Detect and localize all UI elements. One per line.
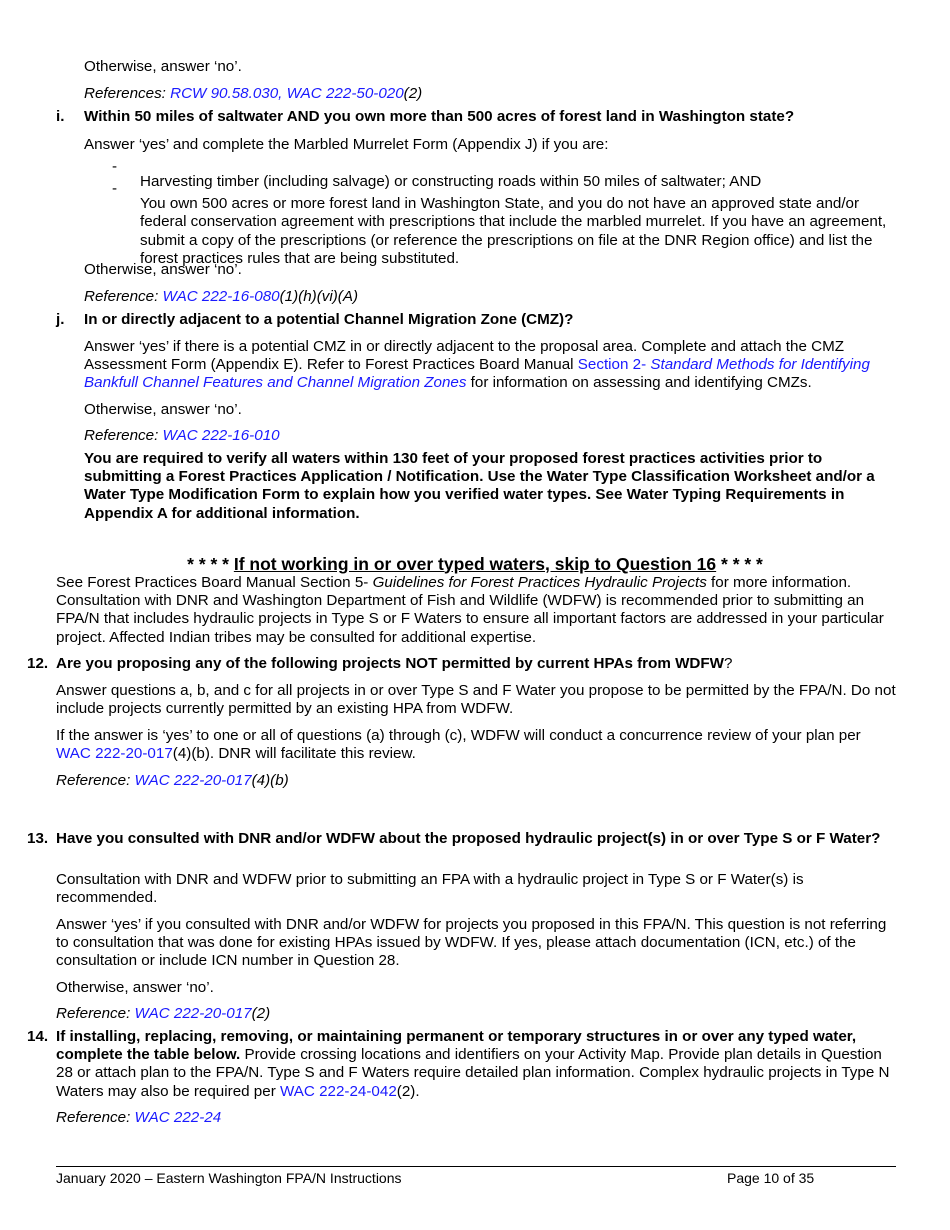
stars: * * * * [721,553,763,574]
hydraulic-intro-paragraph [56,574,896,647]
bullet-dash: - [112,180,118,197]
question-12-p2 [56,727,896,763]
paragraph-text: Answer ‘yes’ if there is a potential CMZ in or directly adjacent to the proposal area. Complete and attach the CMZ Assessment Form (Appendix E). Refer to Forest Practices Board Manual [84,338,845,374]
ref-prefix: Reference: [56,772,135,789]
reference-line [56,1005,896,1023]
link-text: Section 2- [577,356,651,374]
ref-prefix: Reference: [84,427,163,444]
ref-suffix: (1)(h)(vi)(A) [279,288,359,305]
question-j-paragraph [84,338,896,393]
ref-suffix: (4)(b) [251,772,289,789]
wac-link[interactable]: WAC 222-20-017 [56,745,173,763]
otherwise-text: Otherwise, answer ‘no’. [84,401,242,418]
title-text: Are you proposing any of the following projects NOT permitted by current HPAs from WDFW [56,655,724,672]
title-text: If installing, replacing, removing, or maintaining permanent or temporary structures in or over any typed water, complete the table below. [56,1028,857,1064]
ref-prefix: Reference: [56,1109,135,1126]
otherwise-text: Otherwise, answer ‘no’. [84,58,242,75]
ref-suffix: (2) [251,1005,271,1022]
references-line [84,85,896,103]
skip-instruction [0,555,950,573]
bullet-dash: - [112,158,118,175]
wac-link[interactable]: WAC 222-24-042 [279,1082,397,1100]
paragraph-text: If the answer is ‘yes’ to one or all of questions (a) through (c), WDFW will conduct a concurrence review of your plan per [56,727,861,744]
bullet-item: You own 500 acres or more forest land in Washington State, and you do not have an approved state and/or federal conservation agreement with prescriptions that include the marbled murrelet. If you have an agreement, submit a copy of the prescriptions (or reference the prescriptions on file at the DNR Region office) and list the forest practices rules that are being substituted. [140,195,887,267]
question-13-p1: Consultation with DNR and WDFW prior to submitting an FPA with a hydraulic project in Type S or F Water(s) is recommended. [56,871,804,907]
reference-line [56,772,896,790]
question-14-paragraph [56,1028,896,1101]
question-12-label: 12. [27,655,49,672]
reference-link[interactable]: WAC 222-20-017 [134,1005,252,1022]
reference-link[interactable]: WAC 222-20-017 [134,772,252,789]
otherwise-text: Otherwise, answer ‘no’. [84,261,242,278]
question-i-title: Within 50 miles of saltwater AND you own more than 500 acres of forest land in Washington state? [84,108,795,125]
ref-prefix: Reference: [84,288,163,305]
page-number: Page 10 of 35 [727,1170,815,1186]
paragraph-text: (4)(b). DNR will facilitate this review. [172,745,416,763]
verify-waters-notice: You are required to verify all waters within 130 feet of your proposed forest practices activities prior to submitting a Forest Practices Application / Notification. Use the Water Type Classification Worksheet and/or a Water Type Modification Form to explain how you verified water types. See Water Typing Requirements in Appendix A for additional information. [84,450,875,522]
question-12-title [56,655,896,673]
question-i-label: i. [56,108,65,125]
otherwise-text: Otherwise, answer ‘no’. [56,979,214,996]
paragraph-text: for information on assessing and identifying CMZs. [466,374,812,392]
reference-link[interactable]: WAC 222-24 [134,1109,222,1126]
reference-line [84,427,896,445]
stars: * * * * [187,553,229,574]
paragraph-text: (2). [396,1082,420,1100]
question-13-title: Have you consulted with DNR and/or WDFW about the proposed hydraulic project(s) in or over Type S or F Water? [56,830,881,847]
reference-line [56,1109,896,1127]
reference-link[interactable]: WAC 222-16-080 [162,288,280,305]
paragraph-text: for more information. Consultation with DNR and Washington Department of Fish and Wildlife (WDFW) is recommended prior to submitting an FPA/N that includes hydraulic projects in Type S or F Waters to ensure all important factors are addressed in your particular project. Affected Indian tribes may be consulted for additional expertise. [56,574,884,646]
question-j-label: j. [56,311,65,328]
paragraph-text: See Forest Practices Board Manual Section 5- [56,574,373,591]
paragraph-text: Provide crossing locations and identifiers on your Activity Map. Provide plan details in Question 28 or attach plan to the FPA/N. Type S and F Waters require detailed plan information. Complex hydraulic projects in Type N Waters may also be required per [56,1046,890,1100]
ref-suffix: (2) [403,85,423,102]
question-j-title: In or directly adjacent to a potential Channel Migration Zone (CMZ)? [84,311,574,328]
question-12-p1: Answer questions a, b, and c for all projects in or over Type S and F Water you propose to be permitted by the FPA/N. Do not include projects currently permitted by an existing HPA from WDFW. [56,682,896,718]
question-13-p2: Answer ‘yes’ if you consulted with DNR and/or WDFW for projects you proposed in this FPA/N. This question is not referring to consultation that was done for existing HPAs issued by WDFW. If yes, please attach documentation (ICN, etc.) of the consultation or include ICN number in Question 28. [56,916,887,970]
footer-rule [56,1166,896,1167]
skip-text: If not working in or over typed waters, skip to Question 16 [233,553,717,574]
ref-prefix: Reference: [56,1005,135,1022]
question-i-intro: Answer ‘yes’ and complete the Marbled Murrelet Form (Appendix J) if you are: [84,136,609,153]
title-end: ? [724,655,733,672]
reference-link[interactable]: RCW 90.58.030, WAC 222-50-020 [170,85,404,102]
reference-line [84,288,896,306]
link-text-italic: Standard Methods for Identifying Bankfull Channel Features and Channel Migration Zones [84,356,870,392]
reference-link[interactable]: WAC 222-16-010 [162,427,280,444]
paragraph-italic: Guidelines for Forest Practices Hydraulic Projects [372,574,707,591]
bullet-item: Harvesting timber (including salvage) or constructing roads within 50 miles of saltwater; AND [140,173,762,191]
footer-title: January 2020 – Eastern Washington FPA/N Instructions [56,1170,402,1186]
question-14-label: 14. [27,1028,49,1045]
ref-prefix: References: [84,85,171,102]
question-13-label: 13. [27,830,49,847]
